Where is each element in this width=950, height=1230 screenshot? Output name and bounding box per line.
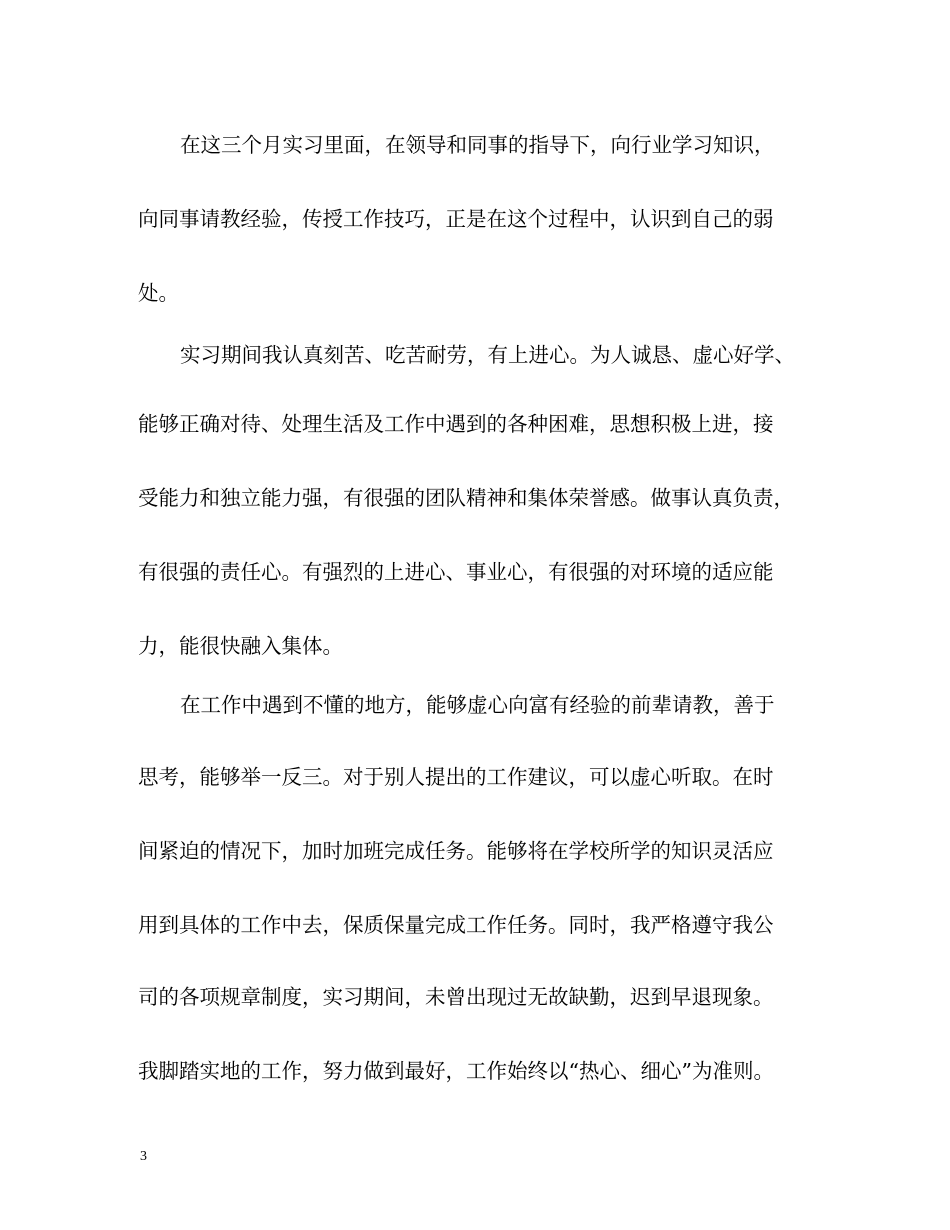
text-line-11: 间紧迫的情况下，加时加班完成任务。能够将在学校所学的知识灵活应 (138, 839, 774, 863)
text-line-10: 思考，能够举一反三。对于别人提出的工作建议，可以虚心听取。在时 (138, 765, 774, 789)
text-line-2: 向同事请教经验，传授工作技巧，正是在这个过程中，认识到自己的弱 (138, 207, 774, 231)
page-number: 3 (140, 1149, 147, 1164)
text-line-1: 在这三个月实习里面，在领导和同事的指导下，向行业学习知识， (180, 133, 775, 157)
text-line-13: 司的各项规章制度，实习期间，未曾出现过无故缺勤，迟到早退现象。 (138, 985, 774, 1009)
text-line-9: 在工作中遇到不懂的地方，能够虚心向富有经验的前辈请教，善于 (180, 693, 775, 717)
text-line-5: 能够正确对待、处理生活及工作中遇到的各种困难，思想积极上进，接 (138, 412, 774, 436)
text-line-8: 力，能很快融入集体。 (138, 634, 343, 658)
text-line-6: 受能力和独立能力强，有很强的团队精神和集体荣誉感。做事认真负责， (138, 486, 794, 510)
text-line-3: 处。 (138, 281, 179, 305)
text-line-7: 有很强的责任心。有强烈的上进心、事业心，有很强的对环境的适应能 (138, 560, 774, 584)
text-line-14: 我脚踏实地的工作，努力做到最好，工作始终以“热心、细心”为准则。 (138, 1059, 774, 1083)
text-line-12: 用到具体的工作中去，保质保量完成工作任务。同时，我严格遵守我公 (138, 913, 774, 937)
text-line-4: 实习期间我认真刻苦、吃苦耐劳，有上进心。为人诚恳、虚心好学、 (180, 343, 795, 367)
